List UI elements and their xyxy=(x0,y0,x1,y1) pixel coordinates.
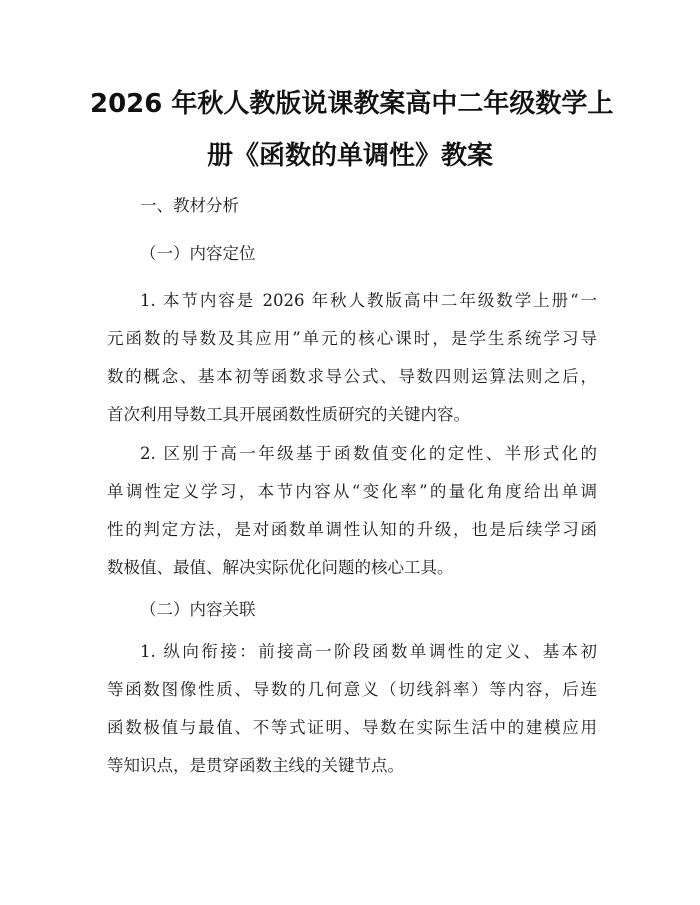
title-line: 册《函数的单调性》教案 xyxy=(206,141,493,171)
paragraph-line: 2. 区别于高一年级基于函数值变化的定性、半形式化的 xyxy=(140,444,597,463)
title-line: 2026 年秋人教版说课教案高中二年级数学上 xyxy=(90,89,614,119)
subsection-heading: （二）内容关联 xyxy=(140,600,256,619)
paragraph-line: 函数极值与最值、不等式证明、导数在实际生活中的建模应用 xyxy=(107,718,597,737)
paragraph xyxy=(107,633,597,785)
section-heading: 一、教材分析 xyxy=(140,196,239,215)
paragraph-line: 等知识点，是贯穿函数主线的关键节点。 xyxy=(107,756,404,775)
paragraph-line: 数极值、最值、解决实际优化问题的核心工具。 xyxy=(107,558,454,577)
subsection-heading: （一）内容定位 xyxy=(140,244,256,263)
paragraph xyxy=(107,435,597,587)
document-title xyxy=(90,78,614,182)
paragraph-line: 等函数图像性质、导数的几何意义（切线斜率）等内容，后连 xyxy=(107,680,597,699)
paragraph-line: 1. 本节内容是 2026 年秋人教版高中二年级数学上册“一 xyxy=(140,291,597,310)
paragraph-line: 首次利用导数工具开展函数性质研究的关键内容。 xyxy=(107,405,470,424)
paragraph xyxy=(107,282,597,434)
paragraph-line: 性的判定方法，是对函数单调性认知的升级，也是后续学习函 xyxy=(107,520,597,539)
paragraph-line: 数的概念、基本初等函数求导公式、导数四则运算法则之后， xyxy=(107,367,597,386)
paragraph-line: 单调性定义学习，本节内容从“变化率”的量化角度给出单调 xyxy=(107,482,597,501)
paragraph-line: 元函数的导数及其应用”单元的核心课时，是学生系统学习导 xyxy=(107,329,597,348)
paragraph-line: 1. 纵向衔接：前接高一阶段函数单调性的定义、基本初 xyxy=(140,642,597,661)
